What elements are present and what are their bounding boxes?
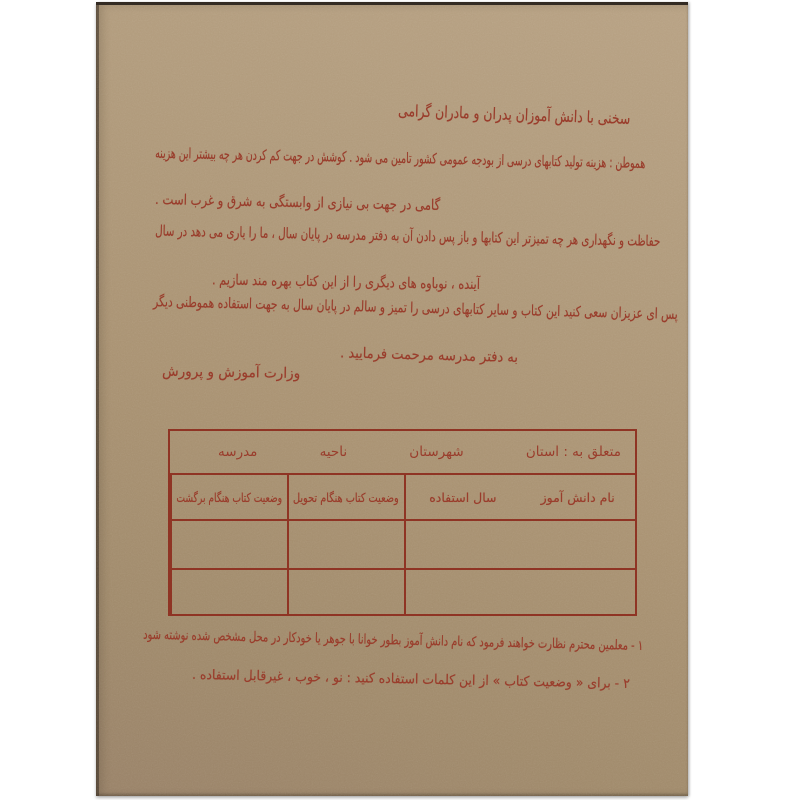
table-empty-cell (520, 570, 635, 614)
col-condition-at-delivery-label: وضعیت کتاب هنگام تحویل (293, 489, 400, 505)
school-label: مدرسه (218, 444, 258, 460)
paragraph1-line2: گامی در جهت بی نیازی از وابستگی به شرق و غرب است . (154, 192, 441, 214)
empty-entry-row (170, 519, 635, 568)
table-empty-cell (170, 570, 287, 614)
ministry-signature: وزارت آموزش و پرورش (161, 363, 301, 382)
table-empty-cell (404, 570, 521, 614)
table-empty-cell (520, 521, 635, 568)
paragraph2-line1: حفاظت و نگهداری هر چه تمیزتر این کتابها و باز پس دادن آن به دفتر مدرسه در پایان سال ، ما را یاری می دهد در سال (154, 223, 661, 250)
col-year-of-use-label: سال استفاده (429, 489, 497, 505)
district-label: ناحیه (319, 444, 348, 460)
teacher-note-line: ۱ - معلمین محترم نظارت خواهند فرمود که نام دانش آموز بطور خوانا با جوهر یا خودکار در محل مشخص شده نوشته شود (142, 626, 644, 654)
greeting-line: سخنی با دانش آموزان پدران و مادران گرامی (397, 100, 631, 128)
col-condition-at-return (170, 475, 287, 519)
col-student-name-label: نام دانش آموز (540, 489, 615, 505)
book-registration-table (168, 429, 637, 616)
belongs-to-row (170, 431, 635, 473)
table-empty-cell (404, 521, 521, 568)
condition-words-note-line: ۲ - برای « وضعیت کتاب » از این کلمات استفاده کنید : نو ، خوب ، غیرقابل استفاده . (192, 666, 631, 692)
col-student-name (520, 475, 635, 519)
column-header-row (170, 473, 635, 519)
paragraph1-line1: هموطن : هزینه تولید کتابهای درسی از بودجه عمومی کشور تامین می شود . کوشش در جهت کم کردن هر چه بیشتر این هزینه (154, 145, 646, 172)
col-condition-at-delivery (287, 475, 404, 519)
paragraph2-line2: آینده ، نوباوه های دیگری را از این کتاب بهره مند سازیم . (211, 272, 481, 293)
col-condition-at-return-label: وضعیت کتاب هنگام برگشت (176, 489, 283, 505)
table-empty-cell (287, 570, 404, 614)
paragraph3-line2: به دفتر مدرسه مرحمت فرمایید . (339, 345, 519, 366)
col-year-of-use (404, 475, 521, 519)
empty-entry-row (170, 568, 635, 614)
book-back-cover (96, 2, 688, 796)
county-label: شهرستان (409, 444, 464, 460)
table-empty-cell (170, 521, 287, 568)
belongs-to-label: متعلق به : استان (525, 444, 621, 460)
paragraph3-line1: پس ای عزیزان سعی کنید این کتاب و سایر کتابهای درسی را تمیز و سالم در پایان سال به جهت استفاده هموطنی دیگر (153, 294, 679, 323)
table-empty-cell (287, 521, 404, 568)
